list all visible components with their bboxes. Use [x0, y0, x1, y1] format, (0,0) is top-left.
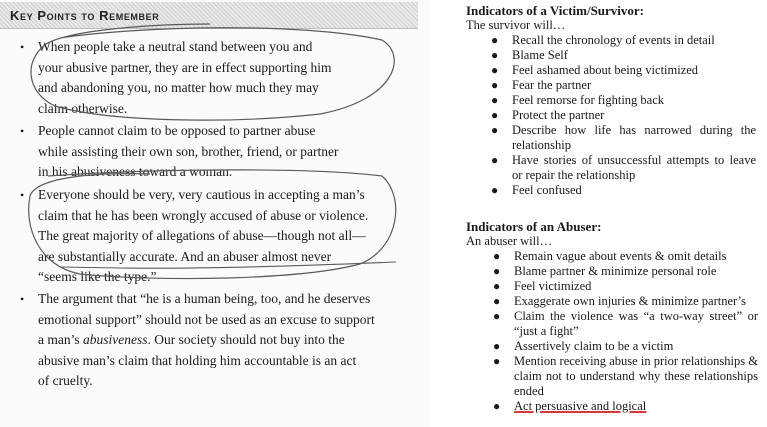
bullet-icon: • — [20, 124, 25, 138]
list-item — [491, 33, 756, 48]
key-point-line: while assisting their own son, brother, friend, or partner — [38, 143, 339, 159]
key-point-line: Everyone should be very, very cautious in accepting a man’s — [38, 187, 365, 202]
bullet-icon: ● — [491, 93, 499, 107]
key-point-line: claim that he has been wrongly accused of abuse or violence. — [38, 207, 369, 223]
list-item-text: Mention receiving abuse in prior relationships & claim not to understand why these relationships ended — [514, 354, 758, 398]
bullet-icon: ● — [491, 48, 499, 62]
list-item-text: Blame partner & minimize personal role — [514, 264, 717, 278]
bullet-icon: ● — [493, 264, 501, 278]
key-point-line: in his abusiveness toward a woman. — [38, 164, 233, 179]
bullet-icon: ● — [491, 78, 499, 92]
key-point-line: “seems like the type.” — [38, 269, 157, 284]
key-points-header — [0, 2, 418, 29]
list-item-text: Remain vague about events & omit details — [514, 249, 727, 263]
list-item-text: Protect the partner — [512, 108, 605, 122]
key-point-line: People cannot claim to be opposed to partner abuse — [38, 123, 316, 138]
list-item-text: Fear the partner — [512, 78, 592, 92]
list-item — [491, 78, 756, 93]
list-item — [491, 123, 756, 153]
key-point-line: When people take a neutral stand between you and — [38, 39, 313, 54]
bullet-icon: ● — [491, 108, 499, 122]
list-item — [491, 183, 756, 198]
list-item-text: Blame Self — [512, 48, 568, 62]
bullet-icon: ● — [491, 123, 499, 137]
list-item — [493, 354, 758, 399]
list-item — [491, 108, 756, 123]
bullet-icon: ● — [491, 63, 499, 77]
list-item — [491, 48, 756, 63]
bullet-icon: ● — [493, 309, 501, 323]
list-item-text: Feel ashamed about being victimized — [512, 63, 699, 77]
key-point-text: a man’s — [38, 332, 83, 347]
bullet-icon: ● — [493, 354, 501, 368]
key-point-line: your abusive partner, they are in effect supporting him — [38, 59, 332, 75]
list-item — [493, 294, 758, 309]
abuser-indicators-subtitle: An abuser will… — [466, 234, 553, 248]
victim-indicators-title: Indicators of a Victim/Survivor: — [466, 3, 645, 18]
key-points-title: Key Points to Remember — [10, 8, 160, 23]
list-item — [493, 399, 758, 414]
list-item-text: Recall the chronology of events in detail — [512, 33, 715, 47]
key-point-item — [20, 121, 408, 183]
bullet-icon: ● — [493, 294, 501, 308]
list-item — [493, 279, 758, 294]
key-point-line: and abandoning you, no matter how much they may — [38, 80, 319, 95]
list-item-text: Feel remorse for fighting back — [512, 93, 665, 107]
key-point-line: of cruelty. — [38, 373, 93, 388]
list-item — [493, 264, 758, 279]
list-item — [493, 339, 758, 354]
list-item-text: Describe how life has narrowed during the relationship — [512, 123, 756, 152]
list-item — [491, 153, 756, 183]
bullet-icon: ● — [491, 33, 499, 47]
key-point-line: abusive man’s claim that holding him accountable is an act — [38, 352, 357, 368]
bullet-icon: ● — [493, 279, 501, 293]
list-item-text: Assertively claim to be a victim — [514, 339, 674, 353]
key-point-item — [20, 37, 408, 119]
abuser-indicators-title: Indicators of an Abuser: — [466, 219, 602, 234]
list-item — [493, 249, 758, 264]
bullet-icon: ● — [493, 339, 501, 353]
list-item-text: Claim the violence was “a two-way street” or “just a fight” — [514, 309, 758, 338]
key-point-line: emotional support” should not be used as an excuse to support — [38, 311, 375, 327]
key-point-line: The great majority of allegations of abuse—though not all— — [38, 228, 366, 243]
bullet-icon: ● — [491, 183, 499, 197]
key-point-line: are substantially accurate. And an abuser almost never — [38, 248, 332, 264]
key-point-line — [38, 330, 408, 351]
bullet-icon: ● — [493, 249, 501, 263]
key-point-emphasis: abusiveness — [83, 332, 148, 347]
victim-indicators-subtitle: The survivor will… — [466, 18, 566, 32]
list-item — [491, 93, 756, 108]
bullet-icon: • — [20, 292, 25, 306]
key-point-item — [20, 185, 408, 288]
list-item-text: Feel confused — [512, 183, 582, 197]
key-point-item — [20, 289, 408, 392]
list-item-text: Act persuasive and logical — [514, 399, 647, 413]
key-point-line: The argument that “he is a human being, too, and he deserves — [38, 291, 371, 306]
bullet-icon: ● — [491, 153, 499, 167]
bullet-icon: • — [20, 188, 25, 202]
list-item — [491, 63, 756, 78]
list-item — [493, 309, 758, 339]
bullet-icon: • — [20, 40, 25, 54]
bullet-icon: ● — [493, 399, 501, 413]
key-point-line: claim otherwise. — [38, 100, 128, 116]
list-item-text: Feel victimized — [514, 279, 592, 293]
list-item-text: Have stories of unsuccessful attempts to leave or repair the relationship — [512, 153, 756, 182]
key-point-text: . Our society should not buy into the — [147, 332, 345, 347]
list-item-text: Exaggerate own injuries & minimize partner’s — [514, 294, 746, 308]
